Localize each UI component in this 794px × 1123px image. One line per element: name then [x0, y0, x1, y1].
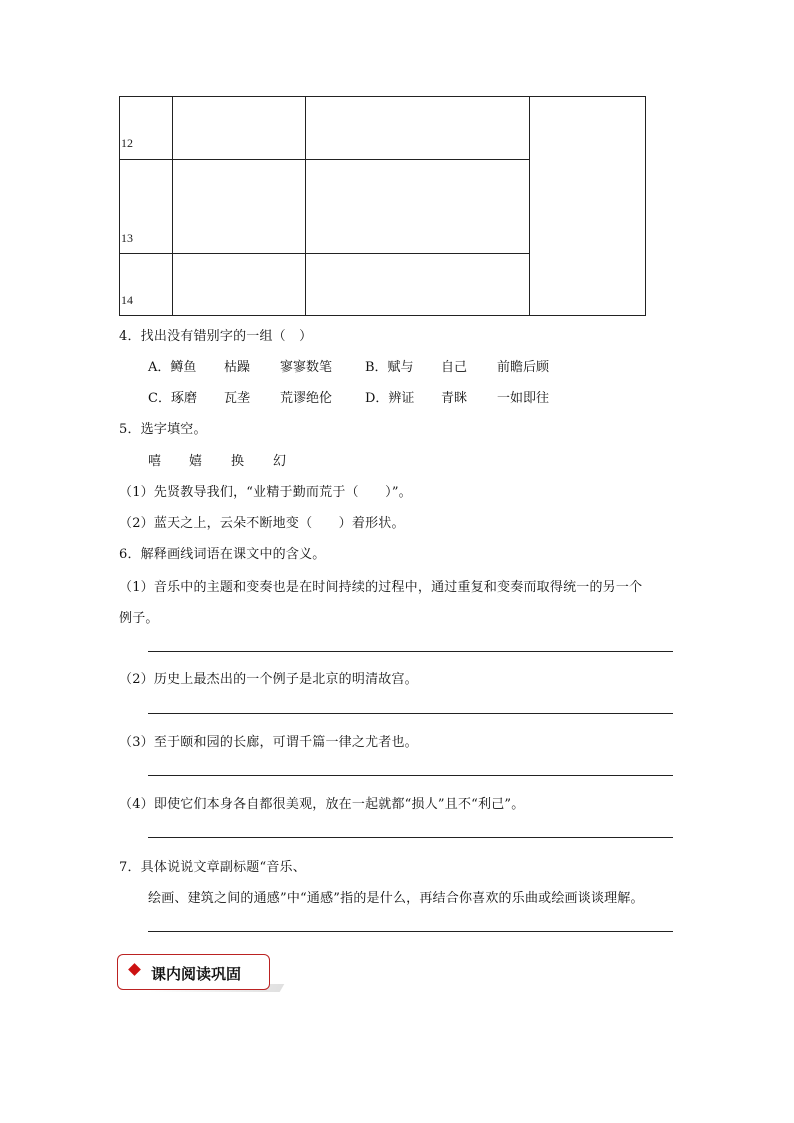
option-a-word: 寥寥数笔: [280, 360, 333, 375]
option-b-word: 自己: [441, 360, 468, 375]
option-a-label: A．鳟鱼: [148, 360, 197, 375]
section-banner-label: 课内阅读巩固: [151, 965, 242, 983]
question-7-stem: 7．具体说说文章副标题“音乐、: [119, 860, 306, 875]
choice-char: 嘻: [148, 454, 162, 469]
answer-line[interactable]: [148, 775, 673, 776]
question-5-stem: 5．选字填空。: [119, 422, 207, 437]
answer-line[interactable]: [148, 713, 673, 714]
option-d-word: 一如即往: [497, 391, 550, 406]
answer-line[interactable]: [148, 931, 673, 932]
option-c-word: 荒谬绝伦: [280, 391, 333, 406]
question-5-item: （1）先贤教导我们，“业精于勤而荒于（ ）”。: [119, 485, 412, 500]
answer-line[interactable]: [148, 651, 673, 652]
table-row-number: 12: [121, 136, 133, 150]
question-6-item-text: （4）即使它们本身各自都很美观，放在一起就都“损人”且不“利己”。: [119, 797, 525, 812]
option-a-word: 枯躁: [224, 360, 251, 375]
question-4-stem: 4．找出没有错别字的一组（ ）: [119, 329, 313, 344]
question-6-stem: 6．解释画线词语在课文中的含义。: [119, 547, 326, 562]
table-col-divider: [172, 97, 173, 315]
table-col-divider: [529, 97, 530, 315]
vocab-table: [119, 96, 646, 316]
question-7-stem-cont: 绘画、建筑之间的通感”中“通感”指的是什么，再结合你喜欢的乐曲或绘画谈谈理解。: [148, 891, 644, 906]
table-row-number: 13: [121, 231, 133, 245]
option-d-word: 青眯: [441, 391, 468, 406]
option-c-label: C．琢磨: [148, 391, 197, 406]
question-6-item-text: （2）历史上最杰出的一个例子是北京的明清故宫。: [119, 672, 418, 687]
question-5-item: （2）蓝天之上，云朵不断地变（ ）着形状。: [119, 516, 405, 531]
table-row-number: 14: [121, 293, 133, 307]
section-banner: [117, 954, 270, 990]
option-c-word: 瓦垄: [224, 391, 251, 406]
answer-line[interactable]: [148, 837, 673, 838]
question-6-item-text: （3）至于颐和园的长廊，可谓千篇一律之尤者也。: [119, 735, 418, 750]
table-col-divider: [305, 97, 306, 315]
table-row-divider: [120, 253, 529, 254]
question-6-item-text: 例子。: [119, 611, 159, 626]
diamond-icon: [128, 963, 141, 976]
choice-char: 幻: [273, 454, 287, 469]
option-d-label: D．辨证: [365, 391, 415, 406]
choice-char: 换: [231, 454, 245, 469]
option-b-label: B．赋与: [365, 360, 414, 375]
option-b-word: 前瞻后顾: [497, 360, 550, 375]
question-6-item-text: （1）音乐中的主题和变奏也是在时间持续的过程中，通过重复和变奏而取得统一的另一个: [119, 580, 643, 595]
choice-char: 嬉: [189, 454, 203, 469]
table-row-divider: [120, 159, 529, 160]
